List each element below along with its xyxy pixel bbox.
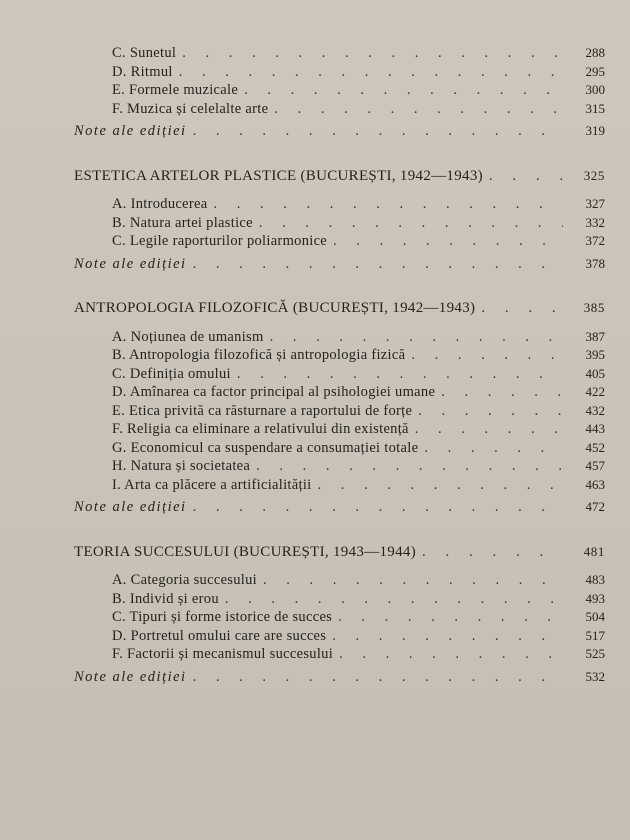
toc-entry: [60, 645, 605, 664]
toc-entry-page: 372: [585, 233, 605, 248]
toc-entry: [60, 346, 605, 365]
toc-notes-entry: [60, 122, 605, 141]
toc-entry-title: F. Muzica și celelalte arte: [112, 100, 269, 117]
dot-leader: [193, 122, 563, 141]
toc-entry-title: E. Formele muzicale: [112, 82, 239, 98]
toc-notes-entry: [60, 668, 605, 687]
toc-entry: [60, 608, 605, 627]
toc-notes-title: Note ale ediției: [74, 123, 187, 139]
toc-heading-page: 385: [583, 300, 605, 315]
toc-entry-page: 422: [585, 384, 605, 399]
dot-leader: [237, 365, 563, 384]
toc-entry: [60, 571, 605, 590]
toc-entry-title: I. Arta ca plăcere a artificialității: [112, 476, 312, 493]
toc-entry-page: 457: [585, 458, 605, 473]
toc-entry: [60, 232, 605, 251]
dot-leader: [339, 645, 563, 664]
dot-leader: [179, 63, 563, 82]
toc-entry-title: B. Individ și erou: [112, 590, 219, 607]
toc-entry: [60, 402, 605, 421]
toc-entry-title: H. Natura și societatea: [112, 458, 251, 474]
dot-leader: [270, 328, 563, 347]
toc-entry-title: C. Definiția omului: [112, 365, 231, 382]
toc-section: [60, 543, 605, 687]
toc-entry-page: 483: [585, 572, 605, 587]
dot-leader: [332, 627, 563, 646]
dot-leader: [415, 420, 563, 439]
toc-entry-page: 395: [585, 347, 605, 362]
toc-entry-page: 332: [585, 214, 605, 230]
toc-entry-title: D. Portretul omului care are succes: [112, 627, 327, 644]
table-of-contents: [60, 44, 605, 686]
toc-entry: [60, 457, 605, 476]
toc-notes-entry: [60, 498, 605, 517]
toc-entry-page: 443: [585, 421, 605, 436]
toc-notes-title: Note ale ediției: [74, 668, 187, 685]
dot-leader: [424, 439, 563, 458]
toc-entry-page: 463: [585, 476, 605, 492]
toc-entry-page: 295: [585, 63, 605, 79]
toc-entry: [60, 81, 605, 100]
dot-leader: [259, 214, 563, 233]
toc-notes-entry: [60, 255, 605, 274]
dot-leader: [182, 44, 563, 63]
dot-leader: [481, 299, 563, 318]
toc-entry: [60, 365, 605, 384]
toc-entry: [60, 439, 605, 458]
dot-leader: [225, 590, 563, 609]
toc-entry-title: A. Introducerea: [112, 196, 208, 212]
dot-leader: [318, 476, 564, 495]
toc-notes-title: Note ale ediției: [74, 255, 187, 272]
dot-leader: [441, 383, 563, 402]
dot-leader: [338, 608, 563, 627]
toc-entry-page: 452: [585, 439, 605, 455]
dot-leader: [213, 195, 563, 214]
toc-entry-title: D. Ritmul: [112, 63, 173, 80]
toc-section: [60, 44, 605, 141]
toc-entry-title: C. Sunetul: [112, 45, 177, 61]
toc-entry-title: A. Categoria succesului: [112, 572, 258, 588]
toc-notes-page: 319: [585, 123, 605, 138]
dot-leader: [263, 571, 563, 590]
toc-section: [60, 167, 605, 274]
toc-entry-page: 387: [585, 328, 605, 344]
toc-heading: [60, 543, 605, 562]
toc-entry-page: 300: [585, 82, 605, 97]
dot-leader: [193, 498, 563, 517]
toc-entry-title: E. Etica privită ca răsturnare a raportului de forțe: [112, 402, 413, 419]
dot-leader: [333, 232, 563, 251]
toc-entry: [60, 44, 605, 63]
toc-entry-title: B. Antropologia filozofică și antropologia fizică: [112, 347, 406, 363]
toc-entry: [60, 590, 605, 609]
toc-heading: [60, 167, 605, 186]
toc-entry: [60, 420, 605, 439]
toc-entry-title: F. Factorii și mecanismul succesului: [112, 646, 334, 662]
toc-entry: [60, 214, 605, 233]
toc-entry-title: D. Amînarea ca factor principal al psihologiei umane: [112, 384, 436, 400]
toc-entry: [60, 383, 605, 402]
dot-leader: [489, 167, 563, 186]
toc-entry-page: 504: [585, 609, 605, 624]
toc-entry: [60, 195, 605, 214]
toc-entry: [60, 63, 605, 82]
toc-heading-page: 481: [583, 543, 605, 559]
dot-leader: [256, 457, 563, 476]
dot-leader: [274, 100, 563, 119]
toc-heading: [60, 299, 605, 318]
toc-entry-page: 493: [585, 590, 605, 606]
dot-leader: [244, 81, 563, 100]
toc-heading-title: ANTROPOLOGIA FILOZOFICĂ (BUCUREȘTI, 1942—1943): [74, 300, 476, 316]
toc-notes-title: Note ale ediției: [74, 499, 187, 515]
dot-leader: [411, 346, 563, 365]
toc-entry-page: 327: [585, 196, 605, 211]
toc-heading-page: 325: [583, 167, 605, 183]
toc-entry: [60, 627, 605, 646]
toc-entry-page: 432: [585, 402, 605, 418]
toc-entry: [60, 328, 605, 347]
toc-entry-title: C. Legile raporturilor poliarmonice: [112, 233, 328, 249]
toc-notes-page: 472: [585, 499, 605, 514]
toc-entry-title: C. Tipuri și forme istorice de succes: [112, 609, 333, 625]
toc-entry-title: A. Noțiunea de umanism: [112, 328, 264, 345]
toc-entry-title: F. Religia ca eliminare a relativului din existență: [112, 421, 409, 437]
toc-entry-page: 517: [585, 627, 605, 643]
toc-section: [60, 299, 605, 517]
toc-notes-page: 532: [585, 668, 605, 684]
toc-entry: [60, 476, 605, 495]
dot-leader: [422, 543, 563, 562]
toc-heading-title: ESTETICA ARTELOR PLASTICE (BUCUREȘTI, 1942—1943): [74, 167, 483, 184]
dot-leader: [193, 255, 563, 274]
toc-entry-page: 315: [585, 100, 605, 116]
dot-leader: [193, 668, 563, 687]
toc-entry-page: 525: [585, 646, 605, 661]
toc-heading-title: TEORIA SUCCESULUI (BUCUREȘTI, 1943—1944): [74, 543, 417, 560]
toc-notes-page: 378: [585, 255, 605, 271]
toc-entry-page: 288: [585, 45, 605, 60]
dot-leader: [418, 402, 563, 421]
toc-entry-title: G. Economicul ca suspendare a consumației totale: [112, 439, 419, 456]
toc-entry-page: 405: [585, 365, 605, 381]
toc-entry: [60, 100, 605, 119]
toc-entry-title: B. Natura artei plastice: [112, 214, 253, 231]
